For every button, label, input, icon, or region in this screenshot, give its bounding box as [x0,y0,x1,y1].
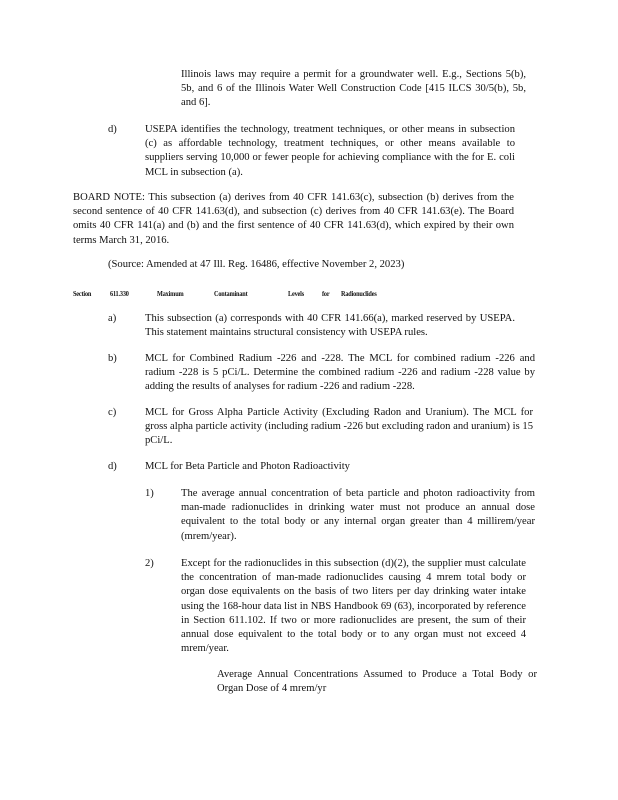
subitem-label: 2) [145,558,154,569]
section-number: 611.330 [110,289,129,298]
item-label: c) [108,407,117,418]
item-label: b) [108,353,117,364]
board-note: BOARD NOTE: This subsection (a) derives from 40 CFR 141.63(c), subsection (b) derives from the second sentence of 40 CFR 141.63(d), and subsection (c) derives from 40 CFR 141.63(e). The Board omits 40 CFR 141(a) and (b) and the first sentence of 40 CFR 141.63(d), which expired by their own terms March 31, 2016. [73,192,514,246]
subitem-text: Except for the radionuclides in this subsection (d)(2), the supplier must calculate the concentration of man-made radionuclides causing 4 mrem total body or organ dose equivalents on the basis of two liters per day drinking water intake using the 168-hour data list in NBS Handbook 69 (63), incorporated by reference in Section 611.102. If two or more radionuclides are present, the sum of their annual dose equivalent to the total body or to any organ must not exceed 4 mrem/year. [181,558,526,655]
subitem-label: 1) [145,488,154,499]
item-text: MCL for Combined Radium -226 and -228. The MCL for combined radium -226 and radium -228 is 5 pCi/L. Determine the combined radium -226 and radium -228 value by adding the results of analyses for radium -226 and radium -228. [145,353,535,393]
table-caption: Average Annual Concentrations Assumed to Produce a Total Body or Organ Dose of 4 mrem/yr [217,669,537,695]
item-label: a) [108,313,117,324]
item-label: d) [108,124,117,135]
item-text: MCL for Gross Alpha Particle Activity (Excluding Radon and Uranium). The MCL for gross alpha particle activity (including radium -226 but excluding radon and uranium) is 15 pCi/L. [145,407,533,447]
item-text: USEPA identifies the technology, treatment techniques, or other means in subsection (c) as affordable technology, treatment techniques, or other means available to suppliers serving 10,000 or fewer people for achieving compliance with the for E. coli MCL in subsection (a). [145,124,515,178]
intro-paragraph: Illinois laws may require a permit for a groundwater well. E.g., Sections 5(b), 5b, and 6 of the Illinois Water Well Construction Code [415 ILCS 30/5(b), 5b, and 6]. [181,69,526,109]
section-title-word: for [322,289,330,298]
section-title-word: Maximum [157,289,184,298]
section-title-word: Contaminant [214,289,248,298]
item-text: MCL for Beta Particle and Photon Radioactivity [145,461,350,472]
section-title-word: Levels [288,289,304,298]
source-note: (Source: Amended at 47 Ill. Reg. 16486, effective November 2, 2023) [108,259,405,270]
subitem-text: The average annual concentration of beta particle and photon radioactivity from man-made radionuclides in drinking water must not produce an annual dose equivalent to the total body or any internal organ greater than 4 millirem/year (mrem/year). [181,488,535,542]
section-title-word: Radionuclides [341,289,377,298]
section-word: Section [73,289,92,298]
item-label: d) [108,461,117,472]
item-text: This subsection (a) corresponds with 40 CFR 141.66(a), marked reserved by USEPA. This statement maintains structural consistency with USEPA rules. [145,313,515,339]
